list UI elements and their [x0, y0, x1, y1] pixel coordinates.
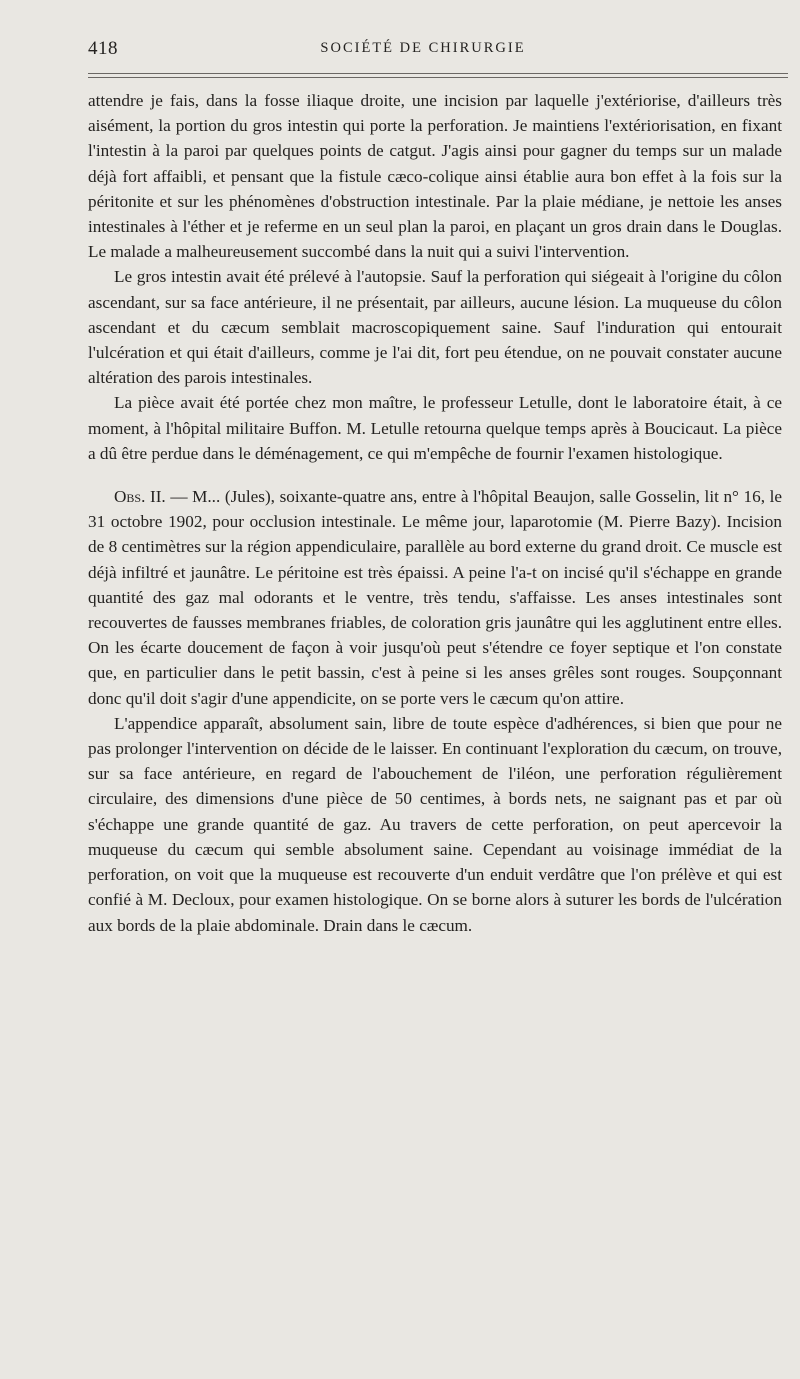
section-gap: [88, 466, 782, 484]
paragraph-continued: attendre je fais, dans la fosse iliaque droite, une incision par laquelle j'extériorise, d'ailleurs très aisément, la portion du gros intestin qui porte la perforation. Je maintiens l'extériorisation, en fixant l'intestin à la paroi par quelques points de catgut. J'agis ainsi pour gagner du temps sur un malade déjà fort affaibli, et pensant que la fistule cæco-colique ainsi établie aura bon effet à la fois sur la péritonite et sur les phénomènes d'obstruction intestinale. Par la plaie médiane, je nettoie les anses intestinales à l'éther et je referme en un seul plan la paroi, en plaçant un gros drain dans le Douglas. Le malade a malheureusement succombé dans la nuit qui a suivi l'intervention.: [88, 91, 782, 262]
observation-continuation: L'appendice apparaît, absolument sain, libre de toute espèce d'adhérences, si bien que pour ne pas prolonger l'intervention on décide de le laisser. En continuant l'exploration du cæcum, on trouve, sur sa face antérieure, en regard de l'abouchement de l'iléon, une perforation régulièrement circulaire, des dimensions d'une pièce de 50 centimes, à bords nets, ne saignant pas et par où s'échappe une grande quantité de gaz. Au travers de cette perforation, on peut apercevoir la muqueuse du cæcum qui semble absolument saine. Cependant au voisinage immédiat de la perforation, on voit que la muqueuse est recouverte d'un enduit verdâtre que l'on prélève et qui est confié à M. Decloux, pour examen histologique. On se borne alors à suturer les bords de l'ulcération aux bords de la plaie abdominale. Drain dans le cæcum.: [88, 713, 782, 935]
page-header: [88, 38, 788, 62]
paragraph-specimen: La pièce avait été portée chez mon maître, le professeur Letulle, dont le laboratoire était, à ce moment, à l'hôpital militaire Buffon. M. Letulle retourna quelque temps après à Boucicaut. La pièce a dû être perdue dans le déménagement, ce qui m'empêche de fournir l'examen histologique.: [88, 393, 782, 463]
body-text: [88, 88, 782, 938]
header-rule-inner: [88, 77, 788, 78]
observation-paragraph: [88, 484, 782, 711]
header-rule: [88, 73, 788, 74]
running-title: SOCIÉTÉ DE CHIRURGIE: [320, 40, 526, 56]
paragraph-autopsy: Le gros intestin avait été prélevé à l'autopsie. Sauf la perforation qui siégeait à l'origine du côlon ascendant, sur sa face antérieure, il ne présentait, par ailleurs, aucune lésion. La muqueuse du côlon ascendant et du cæcum semblait macroscopiquement saine. Sauf l'induration qui entourait l'ulcération et qui était d'ailleurs, comme je l'ai dit, fort peu étendue, on ne pouvait constater aucune altération des parois intestinales.: [88, 267, 782, 388]
observation-text: — M... (Jules), soixante-quatre ans, entre à l'hôpital Beaujon, salle Gosselin, lit n° 16, le 31 octobre 1902, pour occlusion intestinale. Le même jour, laparotomie (M. Pierre Bazy). Incision de 8 centimètres sur la région appendiculaire, parallèle au bord externe du grand droit. Ce muscle est déjà infiltré et jaunâtre. Le péritoine est très épaissi. A peine l'a-t on incisé qu'il s'échappe en grande quantité des gaz mal odorants et le ventre, très tendu, s'affaisse. Les anses intestinales sont recouvertes de fausses membranes friables, de coloration gris jaunâtre qui les agglutinent entre elles. On les écarte doucement de façon à voir jusqu'où peut s'étendre ce foyer septique et l'on constate que, en particulier dans le petit bassin, c'est à peine si les anses grêles sont rouges. Soupçonnant donc qu'il doit s'agir d'une appendicite, on se porte vers le cæcum qu'on attire.: [88, 487, 782, 708]
observation-label: Obs. II.: [114, 487, 166, 507]
page-number: 418: [88, 38, 118, 59]
